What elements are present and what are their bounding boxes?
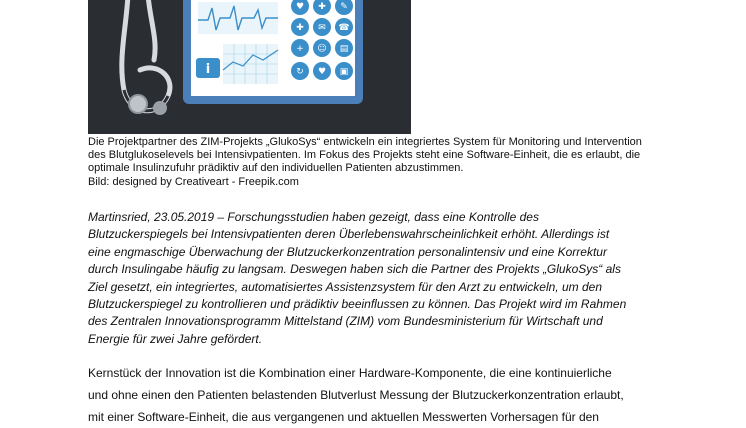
intro-line: Blutzuckerspiegel zu kontrollieren und prädiktiv beeinflussen zu können. Das Projekt wird im Rahmen	[88, 297, 627, 312]
svg-text:♥: ♥	[317, 67, 327, 77]
svg-text:☺: ☺	[317, 44, 327, 54]
caption-line: des Blutglukoselevels bei Intensivpatienten. Im Fokus des Projekts steht eine Software-Einheit, die es erlaubt, die	[88, 149, 641, 162]
intro-line: Blutzuckerspiegels bei Intensivpatienten deren Überlebenswahrscheinlichkeit erhöht. Allerdings ist	[88, 227, 610, 242]
svg-text:i: i	[205, 62, 211, 77]
stethoscope-chestpiece	[129, 95, 147, 113]
image-credit: Bild: designed by Creativeart - Freepik.com	[88, 175, 299, 188]
caption-line: optimale Insulinzufuhr prädiktiv auf den individuellen Patienten abzustimmen.	[88, 162, 464, 175]
intro-line: Energie für zwei Jahre gefördert.	[88, 331, 263, 346]
intro-line: des Zentralen Innovationsprogramm Mittelstand (ZIM) vom Bundesministerium für Wirtschaft und	[88, 314, 603, 329]
article-photo	[88, 0, 411, 134]
svg-text:▣: ▣	[339, 67, 349, 77]
svg-text:✉: ✉	[318, 23, 326, 33]
svg-text:↻: ↻	[296, 67, 304, 77]
intro-line: Ziel gesetzt, ein integriertes, automatisiertes Assistenzsystem für den Arzt zu entwickeln, um den	[88, 279, 602, 294]
svg-text:✚: ✚	[296, 23, 304, 33]
intro-paragraph	[88, 209, 648, 348]
caption-line: Die Projektpartner des ZIM-Projekts „GlukoSys“ entwickeln ein integriertes System für Monitoring und Intervention	[88, 136, 642, 148]
stethoscope-clipboard-illustration	[88, 0, 411, 134]
intro-line: eine engmaschige Überwachung der Blutzuckerkonzentration personalintensiv und eine Korrektur	[88, 244, 607, 259]
body-line: und ohne einen den Patienten belastenden Blutverlust Messung der Blutzuckerkonzentration erlaubt,	[88, 388, 624, 402]
intro-line: Martinsried, 23.05.2019 – Forschungsstudien haben gezeigt, dass eine Kontrolle des	[88, 210, 539, 224]
photo-caption	[88, 136, 728, 189]
intro-line: durch Insulingabe häufig zu langsam. Deswegen haben sich die Partner des Projekts „GlukoSys“ als	[88, 262, 621, 277]
svg-text:✎: ✎	[340, 2, 348, 12]
svg-text:☎: ☎	[338, 23, 350, 33]
body-line: Kernstück der Innovation ist die Kombination einer Hardware-Komponente, die eine kontinuierliche	[88, 366, 612, 380]
body-line: mit einer Software-Einheit, die aus vergangenen und aktuellen Messwerten Vorhersagen für den	[88, 410, 599, 424]
svg-text:✚: ✚	[318, 2, 326, 12]
svg-text:+: +	[296, 44, 304, 54]
svg-text:♥: ♥	[295, 2, 305, 12]
svg-text:▤: ▤	[339, 44, 349, 54]
stethoscope-bell	[153, 101, 167, 115]
body-paragraph	[88, 362, 648, 428]
